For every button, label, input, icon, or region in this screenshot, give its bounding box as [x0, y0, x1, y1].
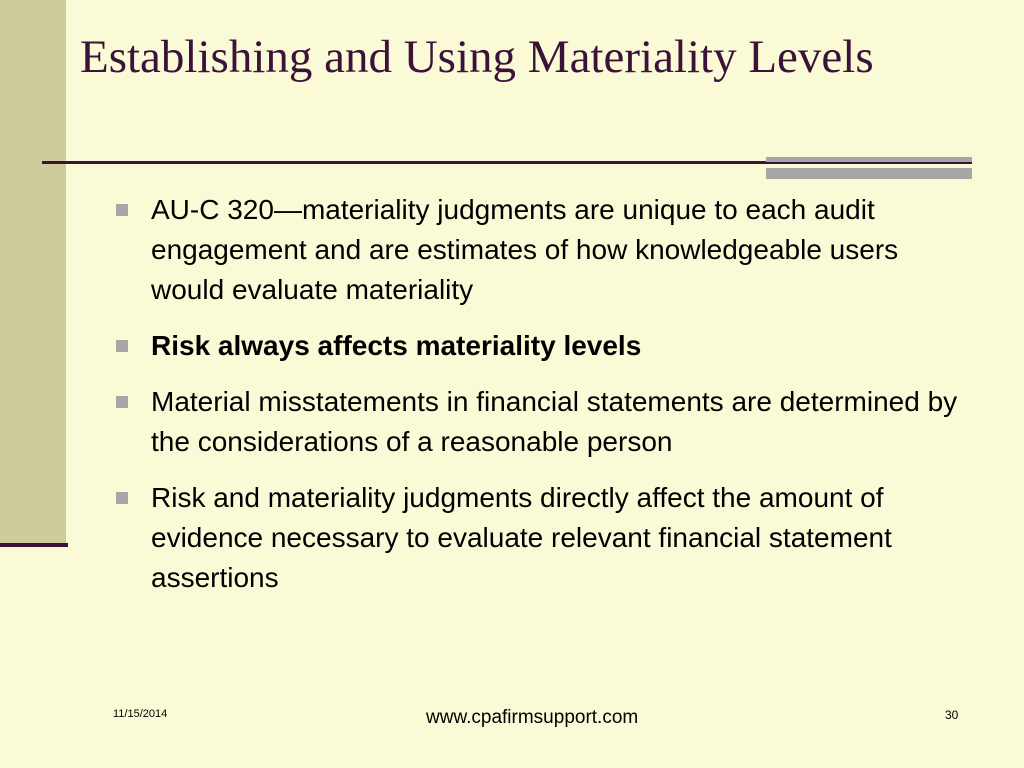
square-bullet-icon [116, 340, 128, 352]
bullet-text: Risk always affects materiality levels [151, 330, 642, 361]
bullet-item [110, 326, 970, 366]
bullet-text: AU-C 320—materiality judgments are unique to each audit engagement and are estimates of how knowledgeable users would evaluate materiality [151, 194, 899, 305]
square-bullet-icon [116, 396, 128, 408]
slide-number: 30 [945, 708, 959, 722]
bullet-item [110, 478, 970, 598]
bullet-text: Material misstatements in financial statements are determined by the considerations of a reasonable person [151, 386, 958, 457]
bullet-list [110, 190, 970, 614]
left-decorative-bar [0, 0, 66, 545]
bullet-item [110, 190, 970, 310]
bullet-text: Risk and materiality judgments directly affect the amount of evidence necessary to evaluate relevant financial statement assertions [151, 482, 892, 593]
square-bullet-icon [116, 204, 128, 216]
slide-title: Establishing and Using Materiality Levels [80, 31, 874, 83]
title-accent-bar [766, 157, 972, 162]
left-bar-underline [0, 543, 68, 547]
footer-date: 11/15/2014 [113, 708, 168, 720]
title-accent-bar [766, 168, 972, 179]
square-bullet-icon [116, 492, 128, 504]
bullet-item [110, 382, 970, 462]
footer-url: www.cpafirmsupport.com [426, 707, 639, 728]
